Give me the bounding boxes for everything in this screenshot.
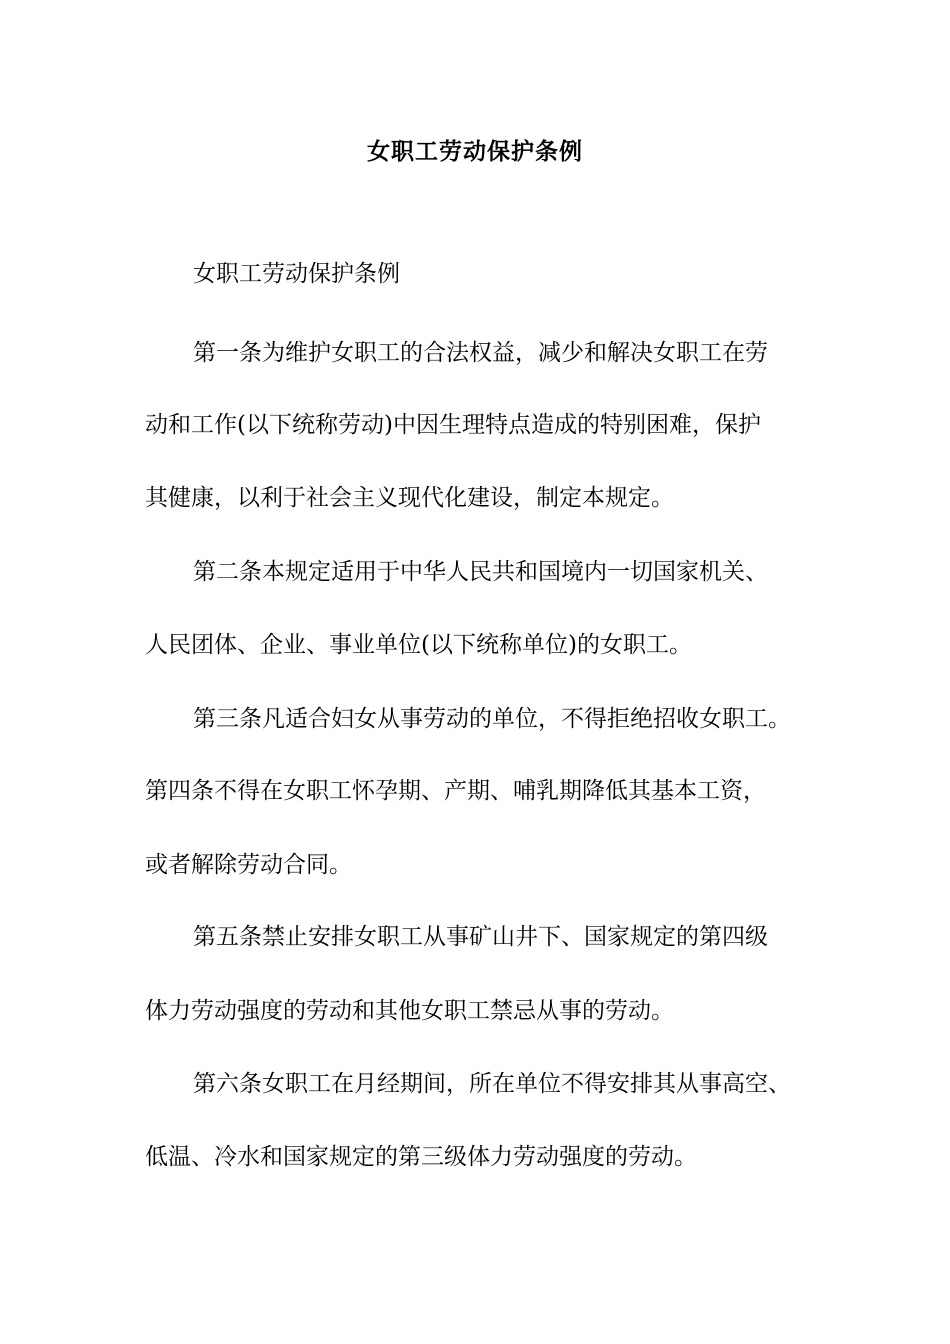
article-6-line-2: 低温、冷水和国家规定的第三级体力劳动强度的劳动。 — [145, 1144, 697, 1170]
article-6-line-1: 第六条女职工在月经期间，所在单位不得安排其从事高空、 — [193, 1071, 791, 1097]
article-4-line-1: 第四条不得在女职工怀孕期、产期、哺乳期降低其基本工资， — [145, 778, 766, 804]
article-5-line-2: 体力劳动强度的劳动和其他女职工禁忌从事的劳动。 — [145, 998, 674, 1024]
article-1-line-1: 第一条为维护女职工的合法权益，减少和解决女职工在劳 — [193, 340, 768, 366]
article-4-line-2: 或者解除劳动合同。 — [145, 852, 352, 878]
article-1-line-3: 其健康，以利于社会主义现代化建设，制定本规定。 — [145, 485, 674, 511]
article-3-line-1: 第三条凡适合妇女从事劳动的单位，不得拒绝招收女职工。 — [193, 706, 791, 732]
article-2-line-2: 人民团体、企业、事业单位(以下统称单位)的女职工。 — [145, 632, 692, 658]
article-2-line-1: 第二条本规定适用于中华人民共和国境内一切国家机关、 — [193, 559, 768, 585]
document-title: 女职工劳动保护条例 — [367, 138, 583, 165]
body-heading: 女职工劳动保护条例 — [193, 261, 400, 287]
article-1-line-2: 动和工作(以下统称劳动)中因生理特点造成的特别困难，保护 — [145, 412, 761, 438]
article-5-line-1: 第五条禁止安排女职工从事矿山井下、国家规定的第四级 — [193, 924, 768, 950]
